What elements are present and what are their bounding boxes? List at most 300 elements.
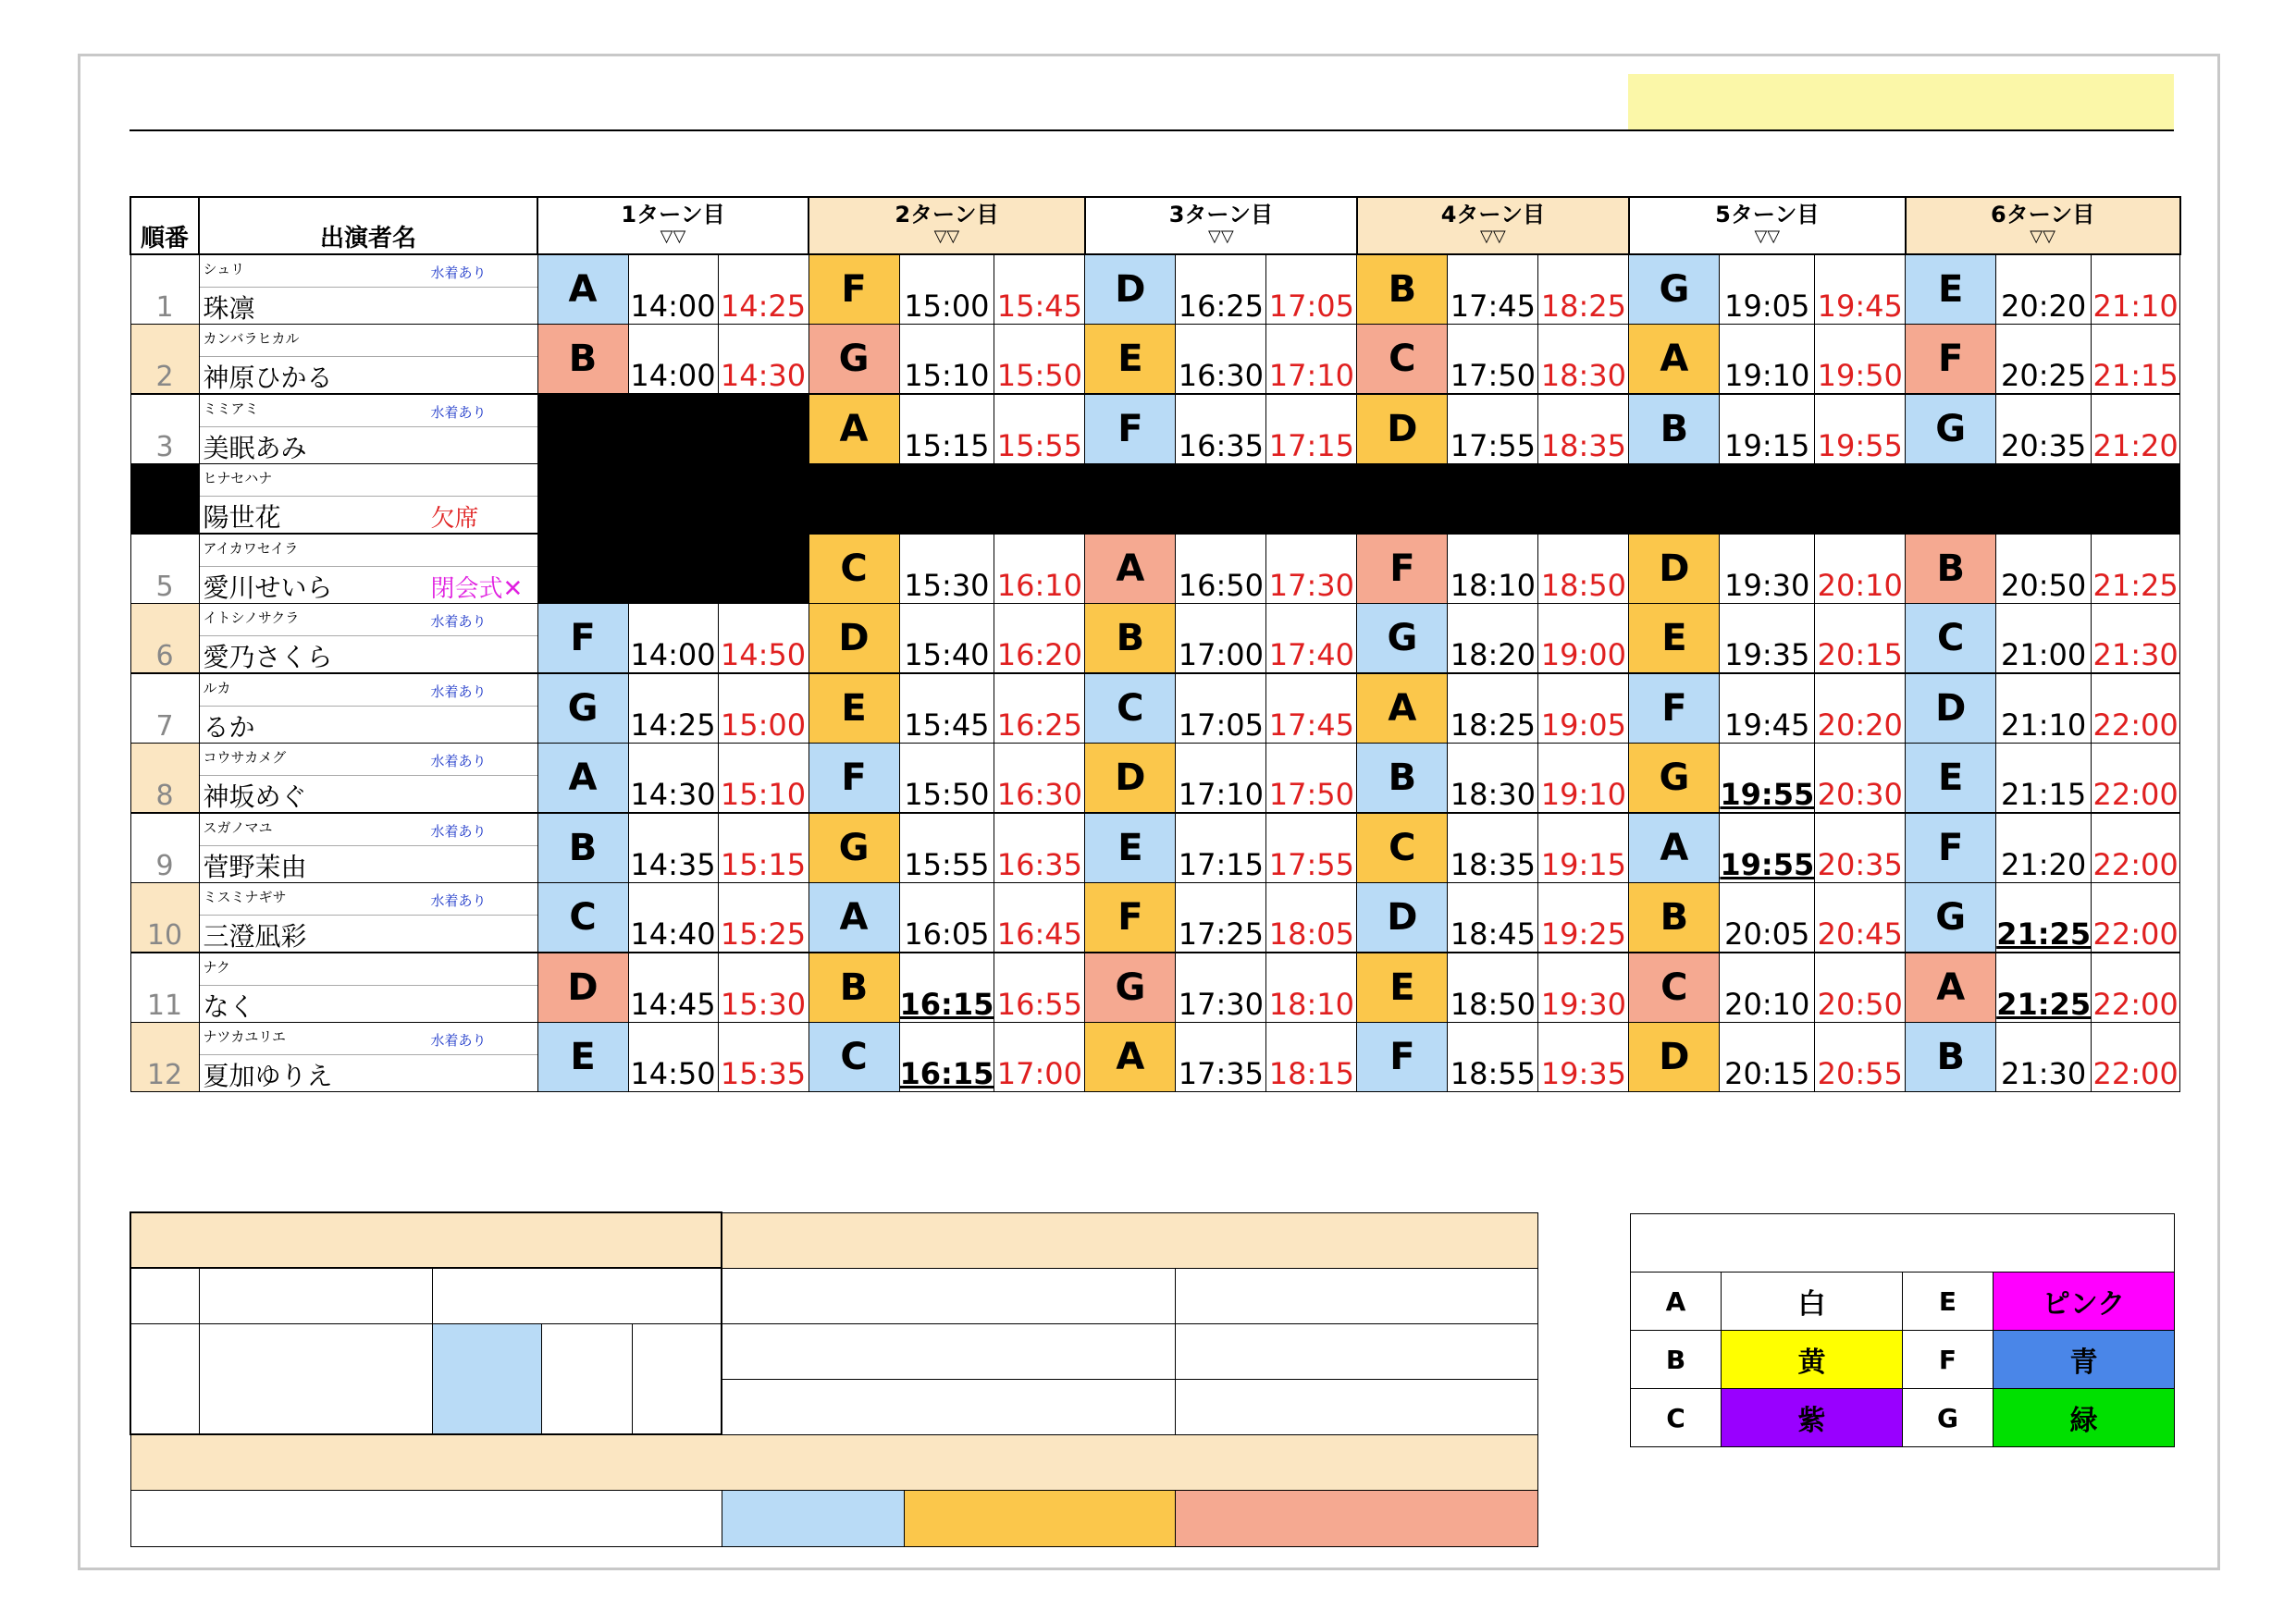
slot-end: 18:05 [1266, 883, 1357, 953]
slot-start: 19:55 [1720, 744, 1815, 814]
area-letter-a: A [1631, 1273, 1722, 1331]
slot-area: A [537, 254, 628, 325]
slot-start: 14:00 [628, 604, 718, 674]
slot-area: D [1357, 394, 1448, 464]
no-slot-block [537, 534, 809, 604]
slot-start: 15:00 [899, 254, 994, 325]
performer-name: 愛川せいら [203, 572, 333, 603]
slot-area: F [1085, 883, 1176, 953]
swimsuit-tag: 水着あり [430, 1032, 487, 1049]
slot-end: 22:00 [2092, 883, 2180, 953]
swimsuit-tag: 水着あり [430, 264, 487, 281]
slot-start: 15:55 [899, 813, 994, 883]
slot-area: D [1629, 534, 1720, 604]
slot-end: 18:50 [1538, 534, 1629, 604]
area-legend [1630, 1213, 2175, 1447]
slot-end: 15:45 [994, 254, 1085, 325]
performer-kana: ミスミナギサ [203, 889, 287, 905]
performer-name: 美眠あみ [203, 433, 307, 463]
area-color-c: 紫 [1722, 1389, 1903, 1447]
slot-end: 17:50 [1266, 744, 1357, 814]
slot-end: 20:30 [1815, 744, 1906, 814]
performer-seq: 9 [130, 813, 199, 883]
slot-area: D [1629, 1023, 1720, 1092]
howto-3a [722, 1379, 1175, 1434]
slot-end: 19:30 [1538, 953, 1629, 1023]
performer-kana: スガノマユ [203, 819, 273, 836]
slot-end: 22:00 [2092, 953, 2180, 1023]
slot-end: 15:30 [718, 953, 809, 1023]
slot-area: A [809, 883, 899, 953]
slot-start: 19:35 [1720, 604, 1815, 674]
costume-swimsuit [722, 1491, 905, 1546]
slot-area: E [1629, 604, 1720, 674]
turn-label: 3ターン目 [1168, 202, 1273, 227]
slot-area: G [1629, 744, 1720, 814]
name-divider [200, 915, 537, 916]
slot-end: 19:50 [1815, 325, 1906, 395]
reference-table [130, 1211, 1538, 1547]
slot-start: 21:25 [1996, 953, 2092, 1023]
slot-start: 14:40 [628, 883, 718, 953]
slot-area: G [1906, 394, 1996, 464]
name-divider [200, 566, 537, 567]
performer-row [130, 673, 2180, 744]
slot-end: 15:25 [718, 883, 809, 953]
slot-end: 21:20 [2092, 394, 2180, 464]
slot-start: 17:15 [1176, 813, 1266, 883]
area-letter-c: C [1631, 1389, 1722, 1447]
slot-area: B [1906, 1023, 1996, 1092]
slot-start: 19:10 [1720, 325, 1815, 395]
name-divider [200, 426, 537, 427]
slot-area: E [1085, 325, 1176, 395]
slot-end: 17:40 [1266, 604, 1357, 674]
slot-end: 14:30 [718, 325, 809, 395]
slot-area: G [1629, 254, 1720, 325]
slot-start: 15:45 [899, 673, 994, 744]
example-seq [130, 1323, 199, 1434]
performer-name: 神坂めぐ [203, 781, 307, 812]
header-turn-4 [1357, 197, 1629, 254]
slot-area: F [537, 604, 628, 674]
studio-name [1628, 74, 2174, 131]
example-name-cell [199, 1323, 432, 1434]
slot-area: G [1085, 953, 1176, 1023]
closing-absent-label: 閉会式✕ [430, 575, 524, 603]
slot-start: 16:15 [899, 953, 994, 1023]
slot-area: A [1085, 534, 1176, 604]
performer-row [130, 953, 2180, 1023]
slot-area: B [537, 325, 628, 395]
performer-kana: シュリ [203, 261, 245, 277]
slot-start: 20:20 [1996, 254, 2092, 325]
turn-marker: ▽▽ [1208, 227, 1234, 246]
performer-seq [130, 464, 199, 535]
example-end [632, 1323, 722, 1434]
performer-name-cell [199, 325, 537, 395]
slot-end: 20:35 [1815, 813, 1906, 883]
turn-label: 1ターン目 [621, 202, 725, 227]
performer-kana: アイカワセイラ [203, 540, 299, 557]
slot-start: 18:10 [1448, 534, 1538, 604]
performer-name: 愛乃さくら [203, 642, 333, 672]
performer-row [130, 254, 2180, 325]
slot-start: 15:30 [899, 534, 994, 604]
slot-area: E [1906, 744, 1996, 814]
swimsuit-tag: 水着あり [430, 823, 487, 840]
performer-row [130, 604, 2180, 674]
howto-2b [1175, 1323, 1537, 1379]
header-seq: 順番 [130, 197, 199, 254]
performer-kana: ナツカユリエ [203, 1028, 287, 1045]
slot-end: 20:50 [1815, 953, 1906, 1023]
performer-kana: ルカ [203, 680, 231, 696]
slot-start: 14:00 [628, 254, 718, 325]
slot-end: 20:15 [1815, 604, 1906, 674]
slot-start: 16:15 [899, 1023, 994, 1092]
slot-end: 19:00 [1538, 604, 1629, 674]
slot-area: D [1357, 883, 1448, 953]
slot-start: 20:35 [1996, 394, 2092, 464]
slot-start: 20:50 [1996, 534, 2092, 604]
slot-end: 17:55 [1266, 813, 1357, 883]
slot-area: D [1085, 744, 1176, 814]
slot-start: 18:55 [1448, 1023, 1538, 1092]
slot-area: F [809, 744, 899, 814]
performer-seq: 6 [130, 604, 199, 674]
slot-start: 14:25 [628, 673, 718, 744]
slot-start: 16:05 [899, 883, 994, 953]
swimsuit-tag: 水着あり [430, 613, 487, 630]
performer-name: るか [203, 712, 255, 743]
header-divider [130, 129, 2174, 131]
slot-area: B [1357, 254, 1448, 325]
performer-row [130, 883, 2180, 953]
slot-area: D [1085, 254, 1176, 325]
slot-area: C [1629, 953, 1720, 1023]
turn-label: 4ターン目 [1440, 202, 1545, 227]
example-area [432, 1323, 541, 1434]
slot-start: 15:50 [899, 744, 994, 814]
slot-start: 17:45 [1448, 254, 1538, 325]
performer-seq: 7 [130, 673, 199, 744]
costume-concept [905, 1491, 1175, 1546]
slot-start: 18:35 [1448, 813, 1538, 883]
performer-kana: イトシノサクラ [203, 609, 300, 626]
slot-start: 16:50 [1176, 534, 1266, 604]
slot-area: C [537, 883, 628, 953]
slot-end: 20:10 [1815, 534, 1906, 604]
slot-area: G [1357, 604, 1448, 674]
swimsuit-tag: 水着あり [430, 683, 487, 700]
slot-end: 17:15 [1266, 394, 1357, 464]
header-turn-2 [809, 197, 1085, 254]
turn-marker: ▽▽ [660, 227, 686, 246]
slot-area: E [1357, 953, 1448, 1023]
slot-end: 18:25 [1538, 254, 1629, 325]
slot-end: 17:45 [1266, 673, 1357, 744]
turn-label: 2ターン目 [895, 202, 999, 227]
area-color-e: ピンク [1994, 1273, 2175, 1331]
turn-marker: ▽▽ [933, 227, 960, 246]
performer-name: 菅野茉由 [203, 852, 307, 882]
costume-desc [130, 1490, 722, 1546]
performer-name-cell [199, 1023, 537, 1092]
slot-area: F [1357, 534, 1448, 604]
slot-area: B [1629, 394, 1720, 464]
name-divider [200, 845, 537, 846]
slot-end: 17:10 [1266, 325, 1357, 395]
slot-start: 20:15 [1720, 1023, 1815, 1092]
slot-end: 21:25 [2092, 534, 2180, 604]
slot-start: 20:05 [1720, 883, 1815, 953]
slot-end: 19:10 [1538, 744, 1629, 814]
turn-label: 5ターン目 [1715, 202, 1820, 227]
slot-start: 21:20 [1996, 813, 2092, 883]
slot-end: 14:50 [718, 604, 809, 674]
name-divider [200, 775, 537, 776]
name-divider [200, 1054, 537, 1055]
slot-area: F [1085, 394, 1176, 464]
slot-area: A [537, 744, 628, 814]
slot-end: 16:45 [994, 883, 1085, 953]
slot-start: 14:45 [628, 953, 718, 1023]
slot-area: A [1906, 953, 1996, 1023]
area-legend-title [1631, 1214, 2175, 1273]
performer-name-cell [199, 813, 537, 883]
slot-area: A [1357, 673, 1448, 744]
slot-end: 19:15 [1538, 813, 1629, 883]
slot-area: B [537, 813, 628, 883]
slot-start: 18:20 [1448, 604, 1538, 674]
performer-name: 神原ひかる [203, 363, 333, 393]
slot-start: 17:55 [1448, 394, 1538, 464]
slot-area: F [809, 254, 899, 325]
performer-seq: 10 [130, 883, 199, 953]
slot-start: 19:55 [1720, 813, 1815, 883]
slot-start: 17:05 [1176, 673, 1266, 744]
slot-start: 17:00 [1176, 604, 1266, 674]
slot-start: 21:10 [1996, 673, 2092, 744]
area-letter-f: F [1903, 1331, 1994, 1389]
slot-start: 17:35 [1176, 1023, 1266, 1092]
slot-start: 21:30 [1996, 1023, 2092, 1092]
performer-row [130, 394, 2180, 464]
example-name-label [199, 1268, 432, 1323]
slot-end: 21:30 [2092, 604, 2180, 674]
slot-end: 19:25 [1538, 883, 1629, 953]
performer-row [130, 325, 2180, 395]
slot-end: 16:20 [994, 604, 1085, 674]
slot-end: 18:15 [1266, 1023, 1357, 1092]
slot-area: A [809, 394, 899, 464]
slot-area: F [1629, 673, 1720, 744]
area-color-g: 緑 [1994, 1389, 2175, 1447]
slot-start: 16:25 [1176, 254, 1266, 325]
howto-1a [722, 1268, 1175, 1323]
slot-end: 14:25 [718, 254, 809, 325]
slot-area: A [1085, 1023, 1176, 1092]
slot-start: 21:25 [1996, 883, 2092, 953]
slot-start: 14:35 [628, 813, 718, 883]
slot-start: 17:10 [1176, 744, 1266, 814]
performer-kana: カンバラヒカル [203, 330, 300, 347]
header-name: 出演者名 [199, 197, 537, 254]
slot-area: G [537, 673, 628, 744]
slot-end: 15:55 [994, 394, 1085, 464]
performer-name-cell [199, 673, 537, 744]
performer-name-cell [199, 534, 537, 604]
slot-end: 18:30 [1538, 325, 1629, 395]
turn-marker: ▽▽ [1754, 227, 1781, 246]
area-color-f: 青 [1994, 1331, 2175, 1389]
slot-end: 17:30 [1266, 534, 1357, 604]
performer-seq: 5 [130, 534, 199, 604]
performer-name-cell [199, 883, 537, 953]
slot-start: 14:30 [628, 744, 718, 814]
slot-area: G [809, 813, 899, 883]
timetable [130, 196, 2181, 1092]
slot-start: 17:50 [1448, 325, 1538, 395]
slot-end: 17:00 [994, 1023, 1085, 1092]
slot-area: C [1085, 673, 1176, 744]
slot-start: 21:15 [1996, 744, 2092, 814]
name-divider [200, 985, 537, 986]
slot-start: 21:00 [1996, 604, 2092, 674]
slot-end: 15:35 [718, 1023, 809, 1092]
slot-end: 18:35 [1538, 394, 1629, 464]
name-divider [200, 356, 537, 357]
slot-area: C [809, 534, 899, 604]
slot-end: 20:55 [1815, 1023, 1906, 1092]
performer-name: 陽世花 [203, 502, 281, 533]
name-divider [200, 706, 537, 707]
slot-end: 22:00 [2092, 673, 2180, 744]
howto-1b [1175, 1268, 1537, 1323]
slot-end: 17:05 [1266, 254, 1357, 325]
performer-seq: 1 [130, 254, 199, 325]
example-turn-label [432, 1268, 722, 1323]
performer-name-cell [199, 604, 537, 674]
performer-seq: 8 [130, 744, 199, 814]
slot-start: 15:40 [899, 604, 994, 674]
costume-head [130, 1434, 1537, 1490]
absent-block [537, 464, 2180, 535]
slot-start: 17:30 [1176, 953, 1266, 1023]
slot-area: E [809, 673, 899, 744]
performer-row [130, 1023, 2180, 1092]
slot-start: 20:10 [1720, 953, 1815, 1023]
howto-head [722, 1212, 1537, 1268]
slot-start: 18:25 [1448, 673, 1538, 744]
slot-area: G [809, 325, 899, 395]
performer-name-cell [199, 254, 537, 325]
performer-kana: ナク [203, 959, 230, 976]
slot-area: A [1629, 325, 1720, 395]
example-seq-label [130, 1268, 199, 1323]
slot-start: 14:00 [628, 325, 718, 395]
performer-kana: ヒナセハナ [203, 470, 273, 486]
area-letter-g: G [1903, 1389, 1994, 1447]
slot-start: 17:25 [1176, 883, 1266, 953]
slot-area: B [809, 953, 899, 1023]
slot-end: 19:55 [1815, 394, 1906, 464]
slot-area: B [1906, 534, 1996, 604]
header-turn-5 [1629, 197, 1906, 254]
slot-start: 19:30 [1720, 534, 1815, 604]
slot-end: 22:00 [2092, 1023, 2180, 1092]
example-head [130, 1212, 722, 1268]
slot-end: 21:10 [2092, 254, 2180, 325]
slot-start: 16:30 [1176, 325, 1266, 395]
slot-area: B [1357, 744, 1448, 814]
slot-start: 19:45 [1720, 673, 1815, 744]
slot-start: 18:45 [1448, 883, 1538, 953]
slot-end: 22:00 [2092, 813, 2180, 883]
area-color-b: 黄 [1722, 1331, 1903, 1389]
slot-area: F [1906, 813, 1996, 883]
slot-start: 14:50 [628, 1023, 718, 1092]
slot-end: 19:35 [1538, 1023, 1629, 1092]
slot-end: 19:05 [1538, 673, 1629, 744]
area-letter-e: E [1903, 1273, 1994, 1331]
header-turn-6 [1906, 197, 2180, 254]
performer-seq: 12 [130, 1023, 199, 1092]
performer-name-cell [199, 953, 537, 1023]
costume-swatches [722, 1490, 1175, 1546]
name-divider [200, 496, 537, 497]
slot-end: 16:35 [994, 813, 1085, 883]
performer-name: 三澄凪彩 [203, 921, 307, 952]
performer-row [130, 813, 2180, 883]
slot-area: D [809, 604, 899, 674]
slot-start: 18:50 [1448, 953, 1538, 1023]
slot-end: 22:00 [2092, 744, 2180, 814]
slot-end: 16:55 [994, 953, 1085, 1023]
slot-end: 15:00 [718, 673, 809, 744]
turn-marker: ▽▽ [2030, 227, 2055, 246]
slot-area: C [1357, 813, 1448, 883]
slot-end: 15:50 [994, 325, 1085, 395]
slot-area: E [1085, 813, 1176, 883]
slot-end: 20:20 [1815, 673, 1906, 744]
slot-start: 19:05 [1720, 254, 1815, 325]
slot-area: C [1357, 325, 1448, 395]
slot-start: 20:25 [1996, 325, 2092, 395]
slot-start: 16:35 [1176, 394, 1266, 464]
performer-seq: 2 [130, 325, 199, 395]
slot-end: 18:10 [1266, 953, 1357, 1023]
slot-start: 18:30 [1448, 744, 1538, 814]
performer-row [130, 534, 2180, 604]
slot-start: 15:10 [899, 325, 994, 395]
slot-area: D [1906, 673, 1996, 744]
performer-row [130, 744, 2180, 814]
slot-area: F [1906, 325, 1996, 395]
header-turn-3 [1085, 197, 1357, 254]
slot-area: D [537, 953, 628, 1023]
slot-end: 19:45 [1815, 254, 1906, 325]
performer-kana: ミミアミ [203, 400, 259, 417]
slot-start: 15:15 [899, 394, 994, 464]
slot-end: 16:10 [994, 534, 1085, 604]
slot-start: 19:15 [1720, 394, 1815, 464]
absent-label: 欠席 [430, 505, 479, 533]
turn-marker: ▽▽ [1480, 227, 1506, 246]
slot-area: E [537, 1023, 628, 1092]
name-divider [200, 287, 537, 288]
